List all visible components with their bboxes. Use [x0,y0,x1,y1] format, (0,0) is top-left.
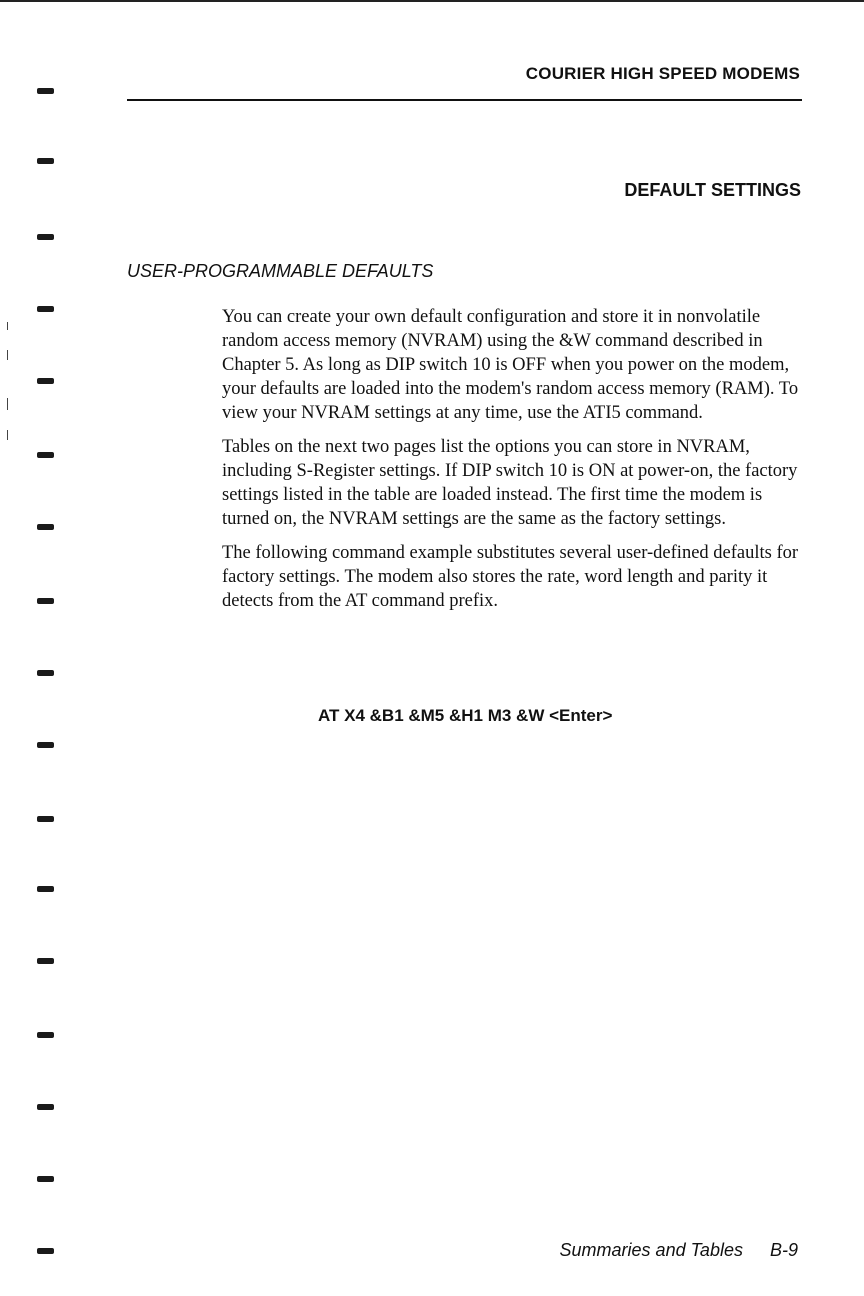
binder-mark [37,958,54,964]
binder-mark [37,306,54,312]
binder-mark [37,670,54,676]
paragraph: You can create your own default configuration and store it in nonvolatile random access memory (NVRAM) using the &W command described in Chapter 5. As long as DIP switch 10 is OFF when you power on the modem, your defaults are loaded into the modem's random access memory (RAM). To view your NVRAM settings at any time, use the ATI5 command. [222,307,799,423]
binder-mark [37,1032,54,1038]
binder-mark [37,598,54,604]
binder-mark [37,158,54,164]
margin-tick [7,430,8,440]
binder-mark [37,1248,54,1254]
binder-mark [37,378,54,384]
binder-mark [37,1176,54,1182]
binder-mark [37,742,54,748]
margin-tick [7,398,8,410]
margin-tick [7,322,8,330]
binder-mark [37,886,54,892]
running-header-title: COURIER HIGH SPEED MODEMS [525,64,800,83]
paragraph: Tables on the next two pages list the options you can store in NVRAM, including S-Register settings. If DIP switch 10 is ON at power-on, the factory settings listed in the table are loaded instead. The first time the modem is turned on, the NVRAM settings are the same as the factory settings. [222,437,798,529]
body-text [222,305,807,623]
footer-section-label: Summaries and Tables [559,1240,743,1260]
page-footer [560,1240,798,1261]
binder-mark [37,1104,54,1110]
paragraph: The following command example substitutes several user-defined defaults for factory settings. The modem also stores the rate, word length and parity it detects from the AT command prefix. [222,543,799,611]
header-rule [127,99,802,101]
binder-mark [37,234,54,240]
section-heading: DEFAULT SETTINGS [624,180,801,200]
binder-mark [37,452,54,458]
command-example: AT X4 &B1 &M5 &H1 M3 &W <Enter> [318,706,613,725]
subsection-heading: USER-PROGRAMMABLE DEFAULTS [127,261,434,281]
margin-tick [7,350,8,360]
page-number: B-9 [769,1240,798,1260]
binder-mark [37,816,54,822]
binder-mark [37,524,54,530]
binder-mark [37,88,54,94]
top-border-rule [0,0,864,2]
